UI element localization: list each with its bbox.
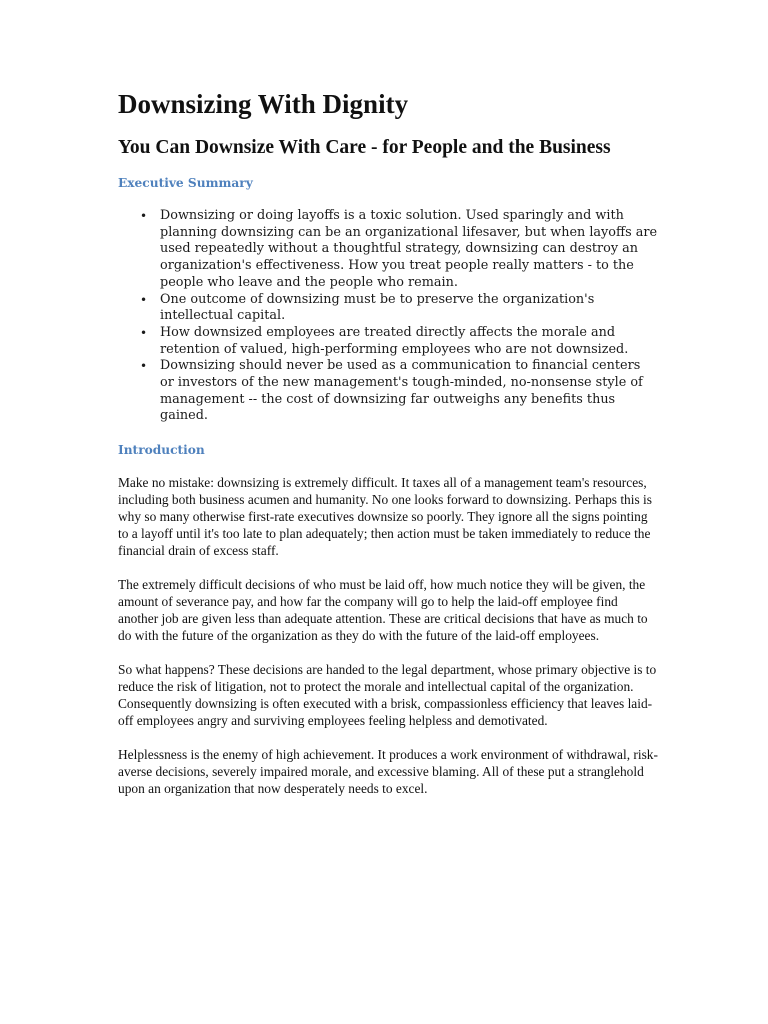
executive-summary-heading: Executive Summary bbox=[118, 176, 253, 190]
document-page bbox=[118, 88, 658, 814]
bullet-text: Downsizing should never be used as a communication to financial centers or investors of the new management's tough-minded, no-nonsense style of management -- the cost of downsizing far outweighs any benefits thus gained. bbox=[160, 358, 643, 424]
bullet-icon: • bbox=[140, 209, 148, 223]
bullet-text: How downsized employees are treated directly affects the morale and retention of valued, high-performing employees who are not downsized. bbox=[160, 324, 629, 357]
introduction-paragraph: So what happens? These decisions are handed to the legal department, whose primary objective is to reduce the risk of litigation, not to protect the morale and intellectual capital of the organization. Consequently downsizing is often executed with a brisk, compassionless efficiency that leaves laid-off employees angry and surviving employees feeling helpless and demotivated. bbox=[118, 662, 657, 729]
bullet-icon: • bbox=[140, 359, 148, 374]
bullet-icon: • bbox=[140, 292, 148, 307]
list-item bbox=[140, 324, 658, 358]
introduction-paragraph: Make no mistake: downsizing is extremely difficult. It taxes all of a management team's resources, including both business acumen and humanity. No one looks forward to downsizing. Perhaps this is why so many otherwise first-rate executives downsize so poorly. They ignore all the signs pointing to a layoff until it's too late to plan adequately; then action must be taken immediately to reduce the financial drain of excess staff. bbox=[118, 475, 652, 559]
introduction-paragraph: Helplessness is the enemy of high achievement. It produces a work environment of withdrawal, risk-averse decisions, severely impaired morale, and excessive blaming. All of these put a stranglehold upon an organization that now desperately needs to excel. bbox=[118, 747, 658, 797]
list-item bbox=[140, 208, 658, 292]
introduction-heading: Introduction bbox=[118, 443, 205, 458]
document-title: Downsizing With Dignity bbox=[118, 89, 409, 119]
introduction-paragraph: The extremely difficult decisions of who must be laid off, how much notice they will be given, the amount of severance pay, and how far the company will go to help the laid-off employee find another job are given less than adequate attention. These are critical decisions that have as much to do with the future of the organization as they do with the future of the laid-off employees. bbox=[118, 577, 648, 644]
document-subtitle: You Can Downsize With Care - for People and the Business bbox=[118, 137, 611, 158]
list-item bbox=[140, 291, 658, 325]
bullet-icon: • bbox=[140, 325, 148, 340]
executive-summary-list bbox=[118, 208, 658, 425]
bullet-text: Downsizing or doing layoffs is a toxic solution. Used sparingly and with planning downsizing can be an organizational lifesaver, but when layoffs are used repeatedly without a thoughtful strategy, downsizing can destroy an organization's effectiveness. How you treat people really matters - to the people who leave and the people who remain. bbox=[160, 208, 658, 290]
list-item bbox=[140, 358, 658, 425]
bullet-text: One outcome of downsizing must be to preserve the organization's intellectual capital. bbox=[160, 291, 595, 324]
